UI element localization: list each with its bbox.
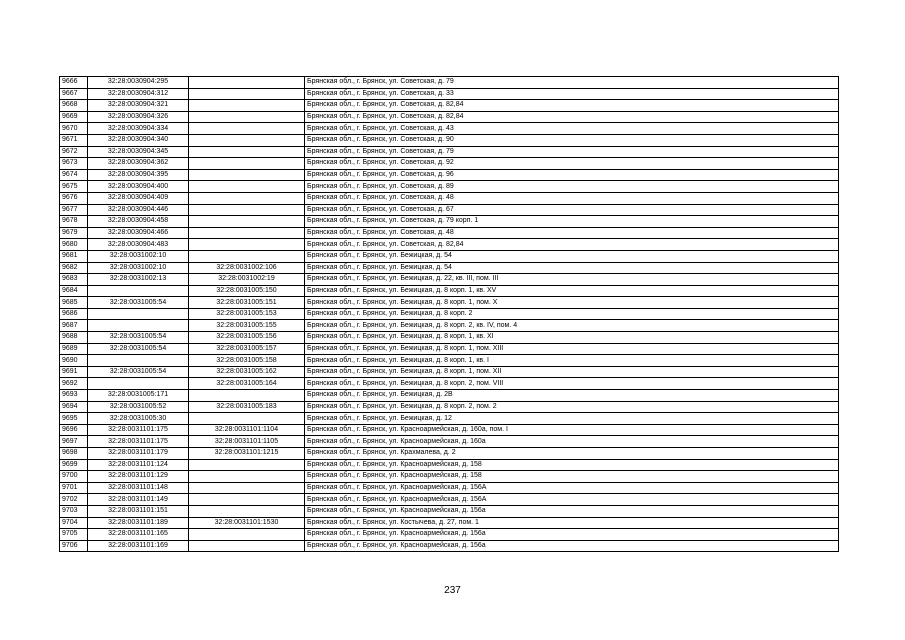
- related-cadastral-number-cell: 32:28:0031005:162: [189, 366, 305, 378]
- table-row: [60, 332, 839, 344]
- cadastral-number-cell: 32:28:0031005:54: [88, 332, 189, 344]
- related-cadastral-number-cell: [189, 192, 305, 204]
- address-cell: Брянская обл., г. Брянск, ул. Бежицкая, д. 8 корп. 1, кв. XV: [305, 285, 839, 297]
- row-number-cell: 9705: [60, 529, 88, 541]
- related-cadastral-number-cell: [189, 204, 305, 216]
- address-cell: Брянская обл., г. Брянск, ул. Советская, д. 82,84: [305, 100, 839, 112]
- cadastral-number-cell: 32:28:0030904:312: [88, 88, 189, 100]
- table-row: [60, 262, 839, 274]
- related-cadastral-number-cell: [189, 169, 305, 181]
- cadastral-number-cell: 32:28:0031005:30: [88, 413, 189, 425]
- address-cell: Брянская обл., г. Брянск, ул. Советская, д. 48: [305, 192, 839, 204]
- address-cell: Брянская обл., г. Брянск, ул. Красноармейская, д. 160а, пом. I: [305, 424, 839, 436]
- address-cell: Брянская обл., г. Брянск, ул. Советская, д. 79 корп. 1: [305, 216, 839, 228]
- address-cell: Брянская обл., г. Брянск, ул. Советская, д. 79: [305, 146, 839, 158]
- address-cell: Брянская обл., г. Брянск, ул. Крахмалева, д. 2: [305, 448, 839, 460]
- cadastral-number-cell: 32:28:0031005:54: [88, 297, 189, 309]
- cadastral-number-cell: 32:28:0031101:175: [88, 424, 189, 436]
- address-cell: Брянская обл., г. Брянск, ул. Бежицкая, д. 2В: [305, 390, 839, 402]
- address-cell: Брянская обл., г. Брянск, ул. Бежицкая, д. 8 корп. 1, пом. XII: [305, 366, 839, 378]
- cadastral-number-cell: 32:28:0030904:409: [88, 192, 189, 204]
- related-cadastral-number-cell: 32:28:0031005:153: [189, 308, 305, 320]
- related-cadastral-number-cell: 32:28:0031002:106: [189, 262, 305, 274]
- row-number-cell: 9702: [60, 494, 88, 506]
- cadastral-number-cell: 32:28:0031002:10: [88, 262, 189, 274]
- address-cell: Брянская обл., г. Брянск, ул. Бежицкая, д. 8 корп. 1, пом. X: [305, 297, 839, 309]
- cadastral-number-cell: 32:28:0031101:148: [88, 482, 189, 494]
- table-row: [60, 517, 839, 529]
- cadastral-number-cell: [88, 320, 189, 332]
- table-row: [60, 413, 839, 425]
- cadastral-number-cell: 32:28:0030904:446: [88, 204, 189, 216]
- related-cadastral-number-cell: 32:28:0031005:158: [189, 355, 305, 367]
- related-cadastral-number-cell: 32:28:0031005:164: [189, 378, 305, 390]
- address-cell: Брянская обл., г. Брянск, ул. Бежицкая, д. 22, кв. III, пом. III: [305, 274, 839, 286]
- table-row: [60, 366, 839, 378]
- related-cadastral-number-cell: 32:28:0031005:183: [189, 401, 305, 413]
- address-cell: Брянская обл., г. Брянск, ул. Бежицкая, д. 8 корп. 2, пом. 2: [305, 401, 839, 413]
- table-row: [60, 111, 839, 123]
- table-row: [60, 459, 839, 471]
- table-row: [60, 204, 839, 216]
- row-number-cell: 9672: [60, 146, 88, 158]
- row-number-cell: 9679: [60, 227, 88, 239]
- cadastral-number-cell: [88, 378, 189, 390]
- related-cadastral-number-cell: [189, 529, 305, 541]
- row-number-cell: 9691: [60, 366, 88, 378]
- table-row: [60, 482, 839, 494]
- row-number-cell: 9697: [60, 436, 88, 448]
- related-cadastral-number-cell: [189, 123, 305, 135]
- row-number-cell: 9669: [60, 111, 88, 123]
- row-number-cell: 9701: [60, 482, 88, 494]
- related-cadastral-number-cell: [189, 134, 305, 146]
- row-number-cell: 9677: [60, 204, 88, 216]
- related-cadastral-number-cell: [189, 111, 305, 123]
- table-row: [60, 401, 839, 413]
- row-number-cell: 9682: [60, 262, 88, 274]
- table-row: [60, 308, 839, 320]
- address-cell: Брянская обл., г. Брянск, ул. Красноармейская, д. 156а: [305, 505, 839, 517]
- cadastral-number-cell: 32:28:0030904:458: [88, 216, 189, 228]
- cadastral-number-cell: 32:28:0030904:334: [88, 123, 189, 135]
- address-cell: Брянская обл., г. Брянск, ул. Советская, д. 82,84: [305, 239, 839, 251]
- row-number-cell: 9673: [60, 158, 88, 170]
- address-cell: Брянская обл., г. Брянск, ул. Бежицкая, д. 12: [305, 413, 839, 425]
- related-cadastral-number-cell: [189, 181, 305, 193]
- related-cadastral-number-cell: [189, 413, 305, 425]
- row-number-cell: 9687: [60, 320, 88, 332]
- row-number-cell: 9699: [60, 459, 88, 471]
- related-cadastral-number-cell: [189, 216, 305, 228]
- related-cadastral-number-cell: [189, 482, 305, 494]
- cadastral-number-cell: 32:28:0030904:466: [88, 227, 189, 239]
- related-cadastral-number-cell: [189, 239, 305, 251]
- cadastral-number-cell: 32:28:0031005:52: [88, 401, 189, 413]
- related-cadastral-number-cell: 32:28:0031005:155: [189, 320, 305, 332]
- table-row: [60, 378, 839, 390]
- cadastral-number-cell: 32:28:0031005:54: [88, 343, 189, 355]
- row-number-cell: 9675: [60, 181, 88, 193]
- cadastral-number-cell: 32:28:0031002:13: [88, 274, 189, 286]
- related-cadastral-number-cell: [189, 100, 305, 112]
- related-cadastral-number-cell: 32:28:0031101:1215: [189, 448, 305, 460]
- related-cadastral-number-cell: [189, 390, 305, 402]
- row-number-cell: 9671: [60, 134, 88, 146]
- cadastral-number-cell: 32:28:0031002:10: [88, 250, 189, 262]
- table-row: [60, 146, 839, 158]
- address-cell: Брянская обл., г. Брянск, ул. Советская, д. 82,84: [305, 111, 839, 123]
- row-number-cell: 9685: [60, 297, 88, 309]
- address-cell: Брянская обл., г. Брянск, ул. Красноармейская, д. 156А: [305, 482, 839, 494]
- cadastral-number-cell: 32:28:0031005:171: [88, 390, 189, 402]
- cadastral-number-cell: [88, 355, 189, 367]
- cadastral-number-cell: 32:28:0030904:395: [88, 169, 189, 181]
- cadastral-number-cell: 32:28:0031101:165: [88, 529, 189, 541]
- row-number-cell: 9698: [60, 448, 88, 460]
- table-row: [60, 216, 839, 228]
- address-cell: Брянская обл., г. Брянск, ул. Советская, д. 96: [305, 169, 839, 181]
- address-cell: Брянская обл., г. Брянск, ул. Бежицкая, д. 8 корп. 2: [305, 308, 839, 320]
- cadastral-number-cell: 32:28:0031101:149: [88, 494, 189, 506]
- table-row: [60, 88, 839, 100]
- related-cadastral-number-cell: 32:28:0031005:156: [189, 332, 305, 344]
- row-number-cell: 9668: [60, 100, 88, 112]
- table-row: [60, 169, 839, 181]
- table-row: [60, 123, 839, 135]
- table-row: [60, 250, 839, 262]
- cadastral-number-cell: 32:28:0030904:326: [88, 111, 189, 123]
- related-cadastral-number-cell: 32:28:0031002:19: [189, 274, 305, 286]
- related-cadastral-number-cell: [189, 77, 305, 89]
- row-number-cell: 9678: [60, 216, 88, 228]
- table-row: [60, 274, 839, 286]
- row-number-cell: 9666: [60, 77, 88, 89]
- related-cadastral-number-cell: [189, 250, 305, 262]
- property-register-table: [59, 76, 839, 552]
- row-number-cell: 9676: [60, 192, 88, 204]
- page-number: 237: [444, 585, 461, 596]
- related-cadastral-number-cell: [189, 540, 305, 552]
- address-cell: Брянская обл., г. Брянск, ул. Красноармейская, д. 158: [305, 471, 839, 483]
- address-cell: Брянская обл., г. Брянск, ул. Советская, д. 92: [305, 158, 839, 170]
- table-row: [60, 448, 839, 460]
- address-cell: Брянская обл., г. Брянск, ул. Советская, д. 48: [305, 227, 839, 239]
- related-cadastral-number-cell: [189, 471, 305, 483]
- related-cadastral-number-cell: [189, 146, 305, 158]
- table-row: [60, 158, 839, 170]
- row-number-cell: 9683: [60, 274, 88, 286]
- address-cell: Брянская обл., г. Брянск, ул. Советская, д. 79: [305, 77, 839, 89]
- row-number-cell: 9692: [60, 378, 88, 390]
- table-row: [60, 134, 839, 146]
- cadastral-number-cell: 32:28:0031005:54: [88, 366, 189, 378]
- address-cell: Брянская обл., г. Брянск, ул. Советская, д. 67: [305, 204, 839, 216]
- cadastral-number-cell: 32:28:0031101:179: [88, 448, 189, 460]
- table-body: [60, 77, 839, 552]
- related-cadastral-number-cell: 32:28:0031005:151: [189, 297, 305, 309]
- address-cell: Брянская обл., г. Брянск, ул. Красноармейская, д. 156а: [305, 540, 839, 552]
- address-cell: Брянская обл., г. Брянск, ул. Красноармейская, д. 160а: [305, 436, 839, 448]
- address-cell: Брянская обл., г. Брянск, ул. Бежицкая, д. 8 корп. 2, кв. IV, пом. 4: [305, 320, 839, 332]
- cadastral-number-cell: [88, 308, 189, 320]
- table-row: [60, 285, 839, 297]
- row-number-cell: 9704: [60, 517, 88, 529]
- address-cell: Брянская обл., г. Брянск, ул. Бежицкая, д. 54: [305, 250, 839, 262]
- row-number-cell: 9689: [60, 343, 88, 355]
- related-cadastral-number-cell: 32:28:0031101:1105: [189, 436, 305, 448]
- address-cell: Брянская обл., г. Брянск, ул. Бежицкая, д. 54: [305, 262, 839, 274]
- address-cell: Брянская обл., г. Брянск, ул. Бежицкая, д. 8 корп. 1, кв. I: [305, 355, 839, 367]
- address-cell: Брянская обл., г. Брянск, ул. Красноармейская, д. 156А: [305, 494, 839, 506]
- table-row: [60, 100, 839, 112]
- cadastral-number-cell: [88, 285, 189, 297]
- row-number-cell: 9695: [60, 413, 88, 425]
- cadastral-number-cell: 32:28:0030904:483: [88, 239, 189, 251]
- related-cadastral-number-cell: 32:28:0031005:157: [189, 343, 305, 355]
- table-row: [60, 505, 839, 517]
- row-number-cell: 9680: [60, 239, 88, 251]
- cadastral-number-cell: 32:28:0030904:362: [88, 158, 189, 170]
- row-number-cell: 9703: [60, 505, 88, 517]
- address-cell: Брянская обл., г. Брянск, ул. Красноармейская, д. 158: [305, 459, 839, 471]
- row-number-cell: 9670: [60, 123, 88, 135]
- row-number-cell: 9681: [60, 250, 88, 262]
- related-cadastral-number-cell: [189, 494, 305, 506]
- row-number-cell: 9688: [60, 332, 88, 344]
- related-cadastral-number-cell: [189, 88, 305, 100]
- table-row: [60, 355, 839, 367]
- address-cell: Брянская обл., г. Брянск, ул. Советская, д. 90: [305, 134, 839, 146]
- cadastral-number-cell: 32:28:0030904:340: [88, 134, 189, 146]
- table-row: [60, 181, 839, 193]
- table-row: [60, 436, 839, 448]
- table-row: [60, 540, 839, 552]
- related-cadastral-number-cell: [189, 505, 305, 517]
- row-number-cell: 9696: [60, 424, 88, 436]
- address-cell: Брянская обл., г. Брянск, ул. Советская, д. 89: [305, 181, 839, 193]
- table-row: [60, 227, 839, 239]
- related-cadastral-number-cell: [189, 158, 305, 170]
- cadastral-number-cell: 32:28:0031101:124: [88, 459, 189, 471]
- table-row: [60, 77, 839, 89]
- table-row: [60, 343, 839, 355]
- row-number-cell: 9700: [60, 471, 88, 483]
- row-number-cell: 9694: [60, 401, 88, 413]
- cadastral-number-cell: 32:28:0031101:189: [88, 517, 189, 529]
- related-cadastral-number-cell: 32:28:0031101:1104: [189, 424, 305, 436]
- related-cadastral-number-cell: [189, 227, 305, 239]
- row-number-cell: 9674: [60, 169, 88, 181]
- cadastral-number-cell: 32:28:0031101:151: [88, 505, 189, 517]
- table-row: [60, 529, 839, 541]
- cadastral-number-cell: 32:28:0031101:169: [88, 540, 189, 552]
- table-row: [60, 424, 839, 436]
- table-row: [60, 192, 839, 204]
- row-number-cell: 9693: [60, 390, 88, 402]
- row-number-cell: 9667: [60, 88, 88, 100]
- cadastral-number-cell: 32:28:0030904:295: [88, 77, 189, 89]
- cadastral-number-cell: 32:28:0030904:321: [88, 100, 189, 112]
- table-row: [60, 320, 839, 332]
- related-cadastral-number-cell: 32:28:0031005:150: [189, 285, 305, 297]
- table-row: [60, 390, 839, 402]
- cadastral-number-cell: 32:28:0030904:345: [88, 146, 189, 158]
- row-number-cell: 9690: [60, 355, 88, 367]
- address-cell: Брянская обл., г. Брянск, ул. Советская, д. 33: [305, 88, 839, 100]
- cadastral-number-cell: 32:28:0031101:129: [88, 471, 189, 483]
- row-number-cell: 9686: [60, 308, 88, 320]
- cadastral-number-cell: 32:28:0031101:175: [88, 436, 189, 448]
- table-row: [60, 471, 839, 483]
- table-row: [60, 494, 839, 506]
- address-cell: Брянская обл., г. Брянск, ул. Костычева, д. 27, пом. 1: [305, 517, 839, 529]
- address-cell: Брянская обл., г. Брянск, ул. Бежицкая, д. 8 корп. 1, пом. XIII: [305, 343, 839, 355]
- row-number-cell: 9706: [60, 540, 88, 552]
- table-row: [60, 239, 839, 251]
- address-cell: Брянская обл., г. Брянск, ул. Бежицкая, д. 8 корп. 2, пом. VIII: [305, 378, 839, 390]
- cadastral-number-cell: 32:28:0030904:400: [88, 181, 189, 193]
- row-number-cell: 9684: [60, 285, 88, 297]
- related-cadastral-number-cell: 32:28:0031101:1530: [189, 517, 305, 529]
- address-cell: Брянская обл., г. Брянск, ул. Бежицкая, д. 8 корп. 1, кв. XI: [305, 332, 839, 344]
- table-row: [60, 297, 839, 309]
- related-cadastral-number-cell: [189, 459, 305, 471]
- address-cell: Брянская обл., г. Брянск, ул. Советская, д. 43: [305, 123, 839, 135]
- address-cell: Брянская обл., г. Брянск, ул. Красноармейская, д. 156а: [305, 529, 839, 541]
